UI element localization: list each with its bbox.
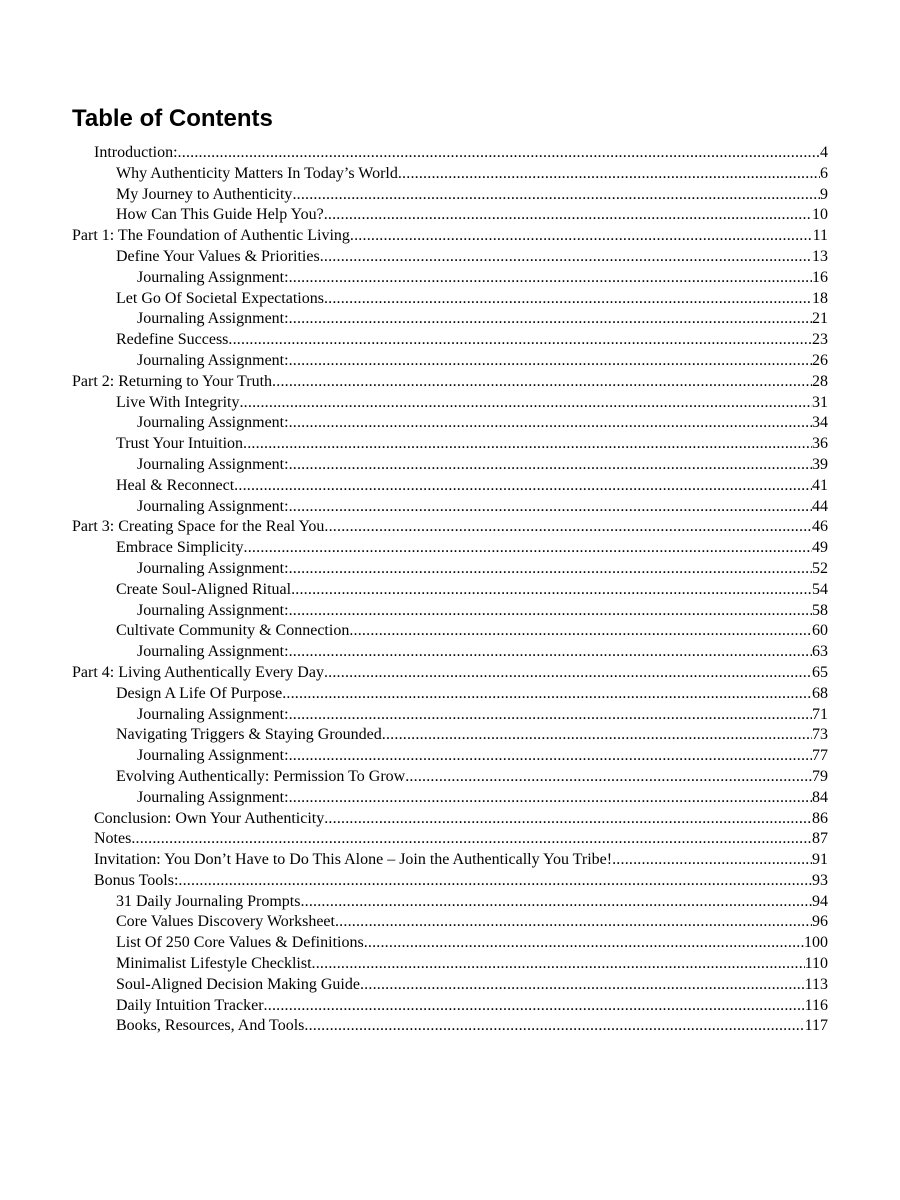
toc-entry-title: Define Your Values & Priorities [116, 247, 320, 265]
toc-entry-title: Evolving Authentically: Permission To Grow [116, 767, 406, 785]
toc-entry-page-number: 23 [812, 331, 828, 349]
toc-entry-title: Journaling Assignment: [137, 643, 289, 661]
toc-entry-title: Heal & Reconnect [116, 476, 235, 494]
dot-leader [239, 393, 812, 414]
toc-entry-page-number: 36 [812, 435, 828, 453]
toc-entry[interactable] [116, 684, 828, 705]
toc-entry[interactable] [72, 517, 828, 538]
dot-leader [289, 642, 812, 663]
toc-entry-page-number: 13 [812, 247, 828, 265]
dot-leader [289, 268, 812, 289]
dot-leader [320, 247, 812, 268]
toc-entry-title: Embrace Simplicity [116, 539, 244, 557]
toc-entry[interactable] [94, 809, 828, 830]
toc-entry[interactable] [94, 829, 828, 850]
dot-leader [364, 933, 804, 954]
toc-entry-title: Design A Life Of Purpose [116, 684, 283, 702]
toc-entry-title: Part 1: The Foundation of Authentic Living [72, 227, 350, 245]
toc-entry[interactable] [137, 559, 828, 580]
toc-entry-page-number: 44 [812, 497, 828, 515]
toc-entry-page-number: 4 [820, 144, 828, 161]
dot-leader [350, 226, 813, 247]
toc-entry-page-number: 110 [804, 955, 828, 973]
toc-entry[interactable] [94, 850, 828, 871]
dot-leader [324, 517, 812, 538]
toc-entry-title: Live With Integrity [116, 393, 240, 411]
toc-entry-title: Introduction: [94, 144, 178, 161]
dot-leader [349, 621, 812, 642]
toc-entry[interactable] [116, 892, 828, 913]
dot-leader [324, 663, 812, 684]
toc-entry-title: Journaling Assignment: [137, 497, 289, 515]
toc-entry[interactable] [94, 871, 828, 892]
toc-entry[interactable] [116, 247, 828, 268]
toc-entry[interactable] [116, 996, 828, 1017]
toc-entry-page-number: 116 [804, 996, 828, 1014]
dot-leader [289, 559, 812, 580]
toc-entry-title: Part 4: Living Authentically Every Day [72, 663, 324, 681]
dot-leader [289, 309, 812, 330]
toc-entry[interactable] [116, 164, 828, 185]
toc-entry-title: Minimalist Lifestyle Checklist [116, 955, 312, 973]
toc-entry-page-number: 73 [812, 726, 828, 744]
toc-entry[interactable] [116, 393, 828, 414]
toc-entry[interactable] [72, 226, 828, 247]
toc-entry-title: Journaling Assignment: [137, 705, 289, 723]
toc-entry-title: Journaling Assignment: [137, 351, 289, 369]
toc-entry[interactable] [72, 372, 828, 393]
toc-entry-title: Cultivate Community & Connection [116, 622, 350, 640]
dot-leader [178, 871, 812, 892]
toc-entry[interactable] [137, 309, 828, 330]
toc-entry-title: Invitation: You Don’t Have to Do This Alone – Join the Authentically You Tribe! [94, 851, 613, 869]
dot-leader [312, 954, 805, 975]
toc-entry-title: How Can This Guide Help You? [116, 206, 324, 224]
dot-leader [382, 725, 812, 746]
toc-entry-title: List Of 250 Core Values & Definitions [116, 934, 364, 952]
dot-leader [178, 143, 820, 164]
toc-entry-page-number: 18 [812, 289, 828, 307]
toc-entry[interactable] [116, 205, 828, 226]
toc-entry-page-number: 39 [812, 455, 828, 473]
dot-leader [324, 809, 812, 830]
toc-entry[interactable] [137, 413, 828, 434]
toc-entry-title: Journaling Assignment: [137, 268, 289, 286]
dot-leader [398, 164, 820, 185]
toc-entry-title: Journaling Assignment: [137, 559, 289, 577]
toc-entry-page-number: 68 [812, 684, 828, 702]
toc-entry-page-number: 86 [812, 809, 828, 827]
dot-leader [291, 580, 812, 601]
dot-leader [289, 746, 812, 767]
toc-entry[interactable] [116, 621, 828, 642]
toc-entry-page-number: 77 [812, 747, 828, 765]
dot-leader [405, 767, 812, 788]
toc-entry[interactable] [137, 268, 828, 289]
toc-entry[interactable] [116, 954, 828, 975]
toc-entry-page-number: 60 [812, 622, 828, 640]
dot-leader [243, 434, 812, 455]
dot-leader [324, 289, 812, 310]
toc-entry-page-number: 84 [812, 788, 828, 806]
toc-entry-title: Redefine Success [116, 331, 229, 349]
toc-entry-page-number: 93 [812, 871, 828, 889]
dot-leader [234, 476, 812, 497]
dot-leader [292, 185, 820, 206]
toc-entry-title: Part 2: Returning to Your Truth [72, 372, 273, 390]
toc-entry-title: Core Values Discovery Worksheet [116, 913, 335, 931]
dot-leader [304, 1016, 804, 1037]
toc-entry-title: My Journey to Authenticity [116, 185, 293, 203]
dot-leader [300, 892, 812, 913]
toc-entry-title: Journaling Assignment: [137, 310, 289, 328]
dot-leader [324, 205, 812, 226]
dot-leader [282, 684, 812, 705]
toc-entry-page-number: 100 [804, 934, 828, 952]
toc-entry-page-number: 96 [812, 913, 828, 931]
toc-entry-title: Conclusion: Own Your Authenticity [94, 809, 325, 827]
toc-entry-page-number: 71 [812, 705, 828, 723]
toc-entry-title: Daily Intuition Tracker [116, 996, 264, 1014]
toc-entry[interactable] [116, 330, 828, 351]
toc-entry-page-number: 31 [812, 393, 828, 411]
dot-leader [360, 975, 805, 996]
toc-entry[interactable] [116, 912, 828, 933]
toc-entry[interactable] [137, 642, 828, 663]
toc-entry-page-number: 52 [812, 559, 828, 577]
toc-entry-page-number: 94 [812, 892, 828, 910]
toc-entry-title: Trust Your Intuition [116, 435, 244, 453]
toc-entry[interactable] [137, 601, 828, 622]
toc-entry-title: Journaling Assignment: [137, 788, 289, 806]
toc-entry[interactable] [116, 538, 828, 559]
toc-entry-page-number: 21 [812, 310, 828, 328]
toc-entry-title: Navigating Triggers & Staying Grounded [116, 726, 382, 744]
toc-entry[interactable] [137, 351, 828, 372]
toc-entry[interactable] [116, 289, 828, 310]
toc-entry[interactable] [72, 663, 828, 684]
toc-entry-page-number: 10 [812, 206, 828, 224]
toc-entry-page-number: 113 [804, 975, 828, 993]
toc-entry[interactable] [116, 185, 828, 206]
toc-entry[interactable] [116, 725, 828, 746]
toc-entry-title: Create Soul-Aligned Ritual [116, 580, 292, 598]
toc-entry-page-number: 11 [812, 227, 828, 245]
toc-entry-title: Journaling Assignment: [137, 601, 289, 619]
dot-leader [228, 330, 812, 351]
toc-entry[interactable] [116, 933, 828, 954]
toc-entry[interactable] [116, 975, 828, 996]
page-title: Table of Contents [72, 105, 273, 132]
toc-entry-title: Soul-Aligned Decision Making Guide [116, 975, 360, 993]
toc-entry[interactable] [116, 476, 828, 497]
toc-entry-page-number: 54 [812, 580, 828, 598]
toc-entry-page-number: 9 [820, 185, 828, 203]
toc-entry-title: Journaling Assignment: [137, 414, 289, 432]
dot-leader [289, 351, 812, 372]
toc-entry-title: Journaling Assignment: [137, 455, 289, 473]
toc-entry[interactable] [137, 497, 828, 518]
toc-entry-page-number: 63 [812, 643, 828, 661]
toc-entry-title: Books, Resources, And Tools [116, 1017, 305, 1035]
toc-entry[interactable] [116, 580, 828, 601]
toc-entry[interactable] [137, 746, 828, 767]
toc-entry-page-number: 6 [820, 164, 828, 182]
toc-entry-page-number: 49 [812, 539, 828, 557]
dot-leader [272, 372, 812, 393]
toc-entry-page-number: 79 [812, 767, 828, 785]
toc-entry-page-number: 46 [812, 518, 828, 536]
toc-entry[interactable] [116, 767, 828, 788]
toc-entry-page-number: 91 [812, 851, 828, 869]
toc-entry-page-number: 16 [812, 268, 828, 286]
toc-entry-page-number: 65 [812, 663, 828, 681]
toc-entry[interactable] [137, 788, 828, 809]
toc-entry[interactable] [137, 455, 828, 476]
toc-entry-title: 31 Daily Journaling Prompts [116, 892, 301, 910]
dot-leader [335, 912, 812, 933]
toc-entry[interactable] [137, 705, 828, 726]
dot-leader [131, 829, 812, 850]
dot-leader [264, 996, 805, 1017]
toc-entry[interactable] [116, 434, 828, 455]
toc-entry[interactable] [94, 143, 828, 164]
toc-entry-title: Part 3: Creating Space for the Real You [72, 518, 325, 536]
dot-leader [289, 705, 812, 726]
toc-entry[interactable] [116, 1016, 828, 1037]
toc-entry-title: Let Go Of Societal Expectations [116, 289, 324, 307]
toc-entry-title: Why Authenticity Matters In Today’s World [116, 164, 398, 182]
toc-entry-title: Journaling Assignment: [137, 747, 289, 765]
toc-entry-page-number: 26 [812, 351, 828, 369]
dot-leader [289, 497, 812, 518]
dot-leader [289, 455, 812, 476]
toc-entry-title: Notes [94, 830, 132, 848]
toc-entry-page-number: 58 [812, 601, 828, 619]
toc-entry-page-number: 41 [812, 476, 828, 494]
dot-leader [289, 413, 812, 434]
toc-entry-page-number: 117 [804, 1017, 828, 1035]
dot-leader [289, 601, 812, 622]
dot-leader [289, 788, 812, 809]
toc-entry-page-number: 34 [812, 414, 828, 432]
toc-list [0, 143, 900, 1037]
toc-entry-page-number: 28 [812, 372, 828, 390]
dot-leader [612, 850, 812, 871]
toc-entry-page-number: 87 [812, 830, 828, 848]
toc-entry-title: Bonus Tools: [94, 871, 179, 889]
dot-leader [244, 538, 812, 559]
